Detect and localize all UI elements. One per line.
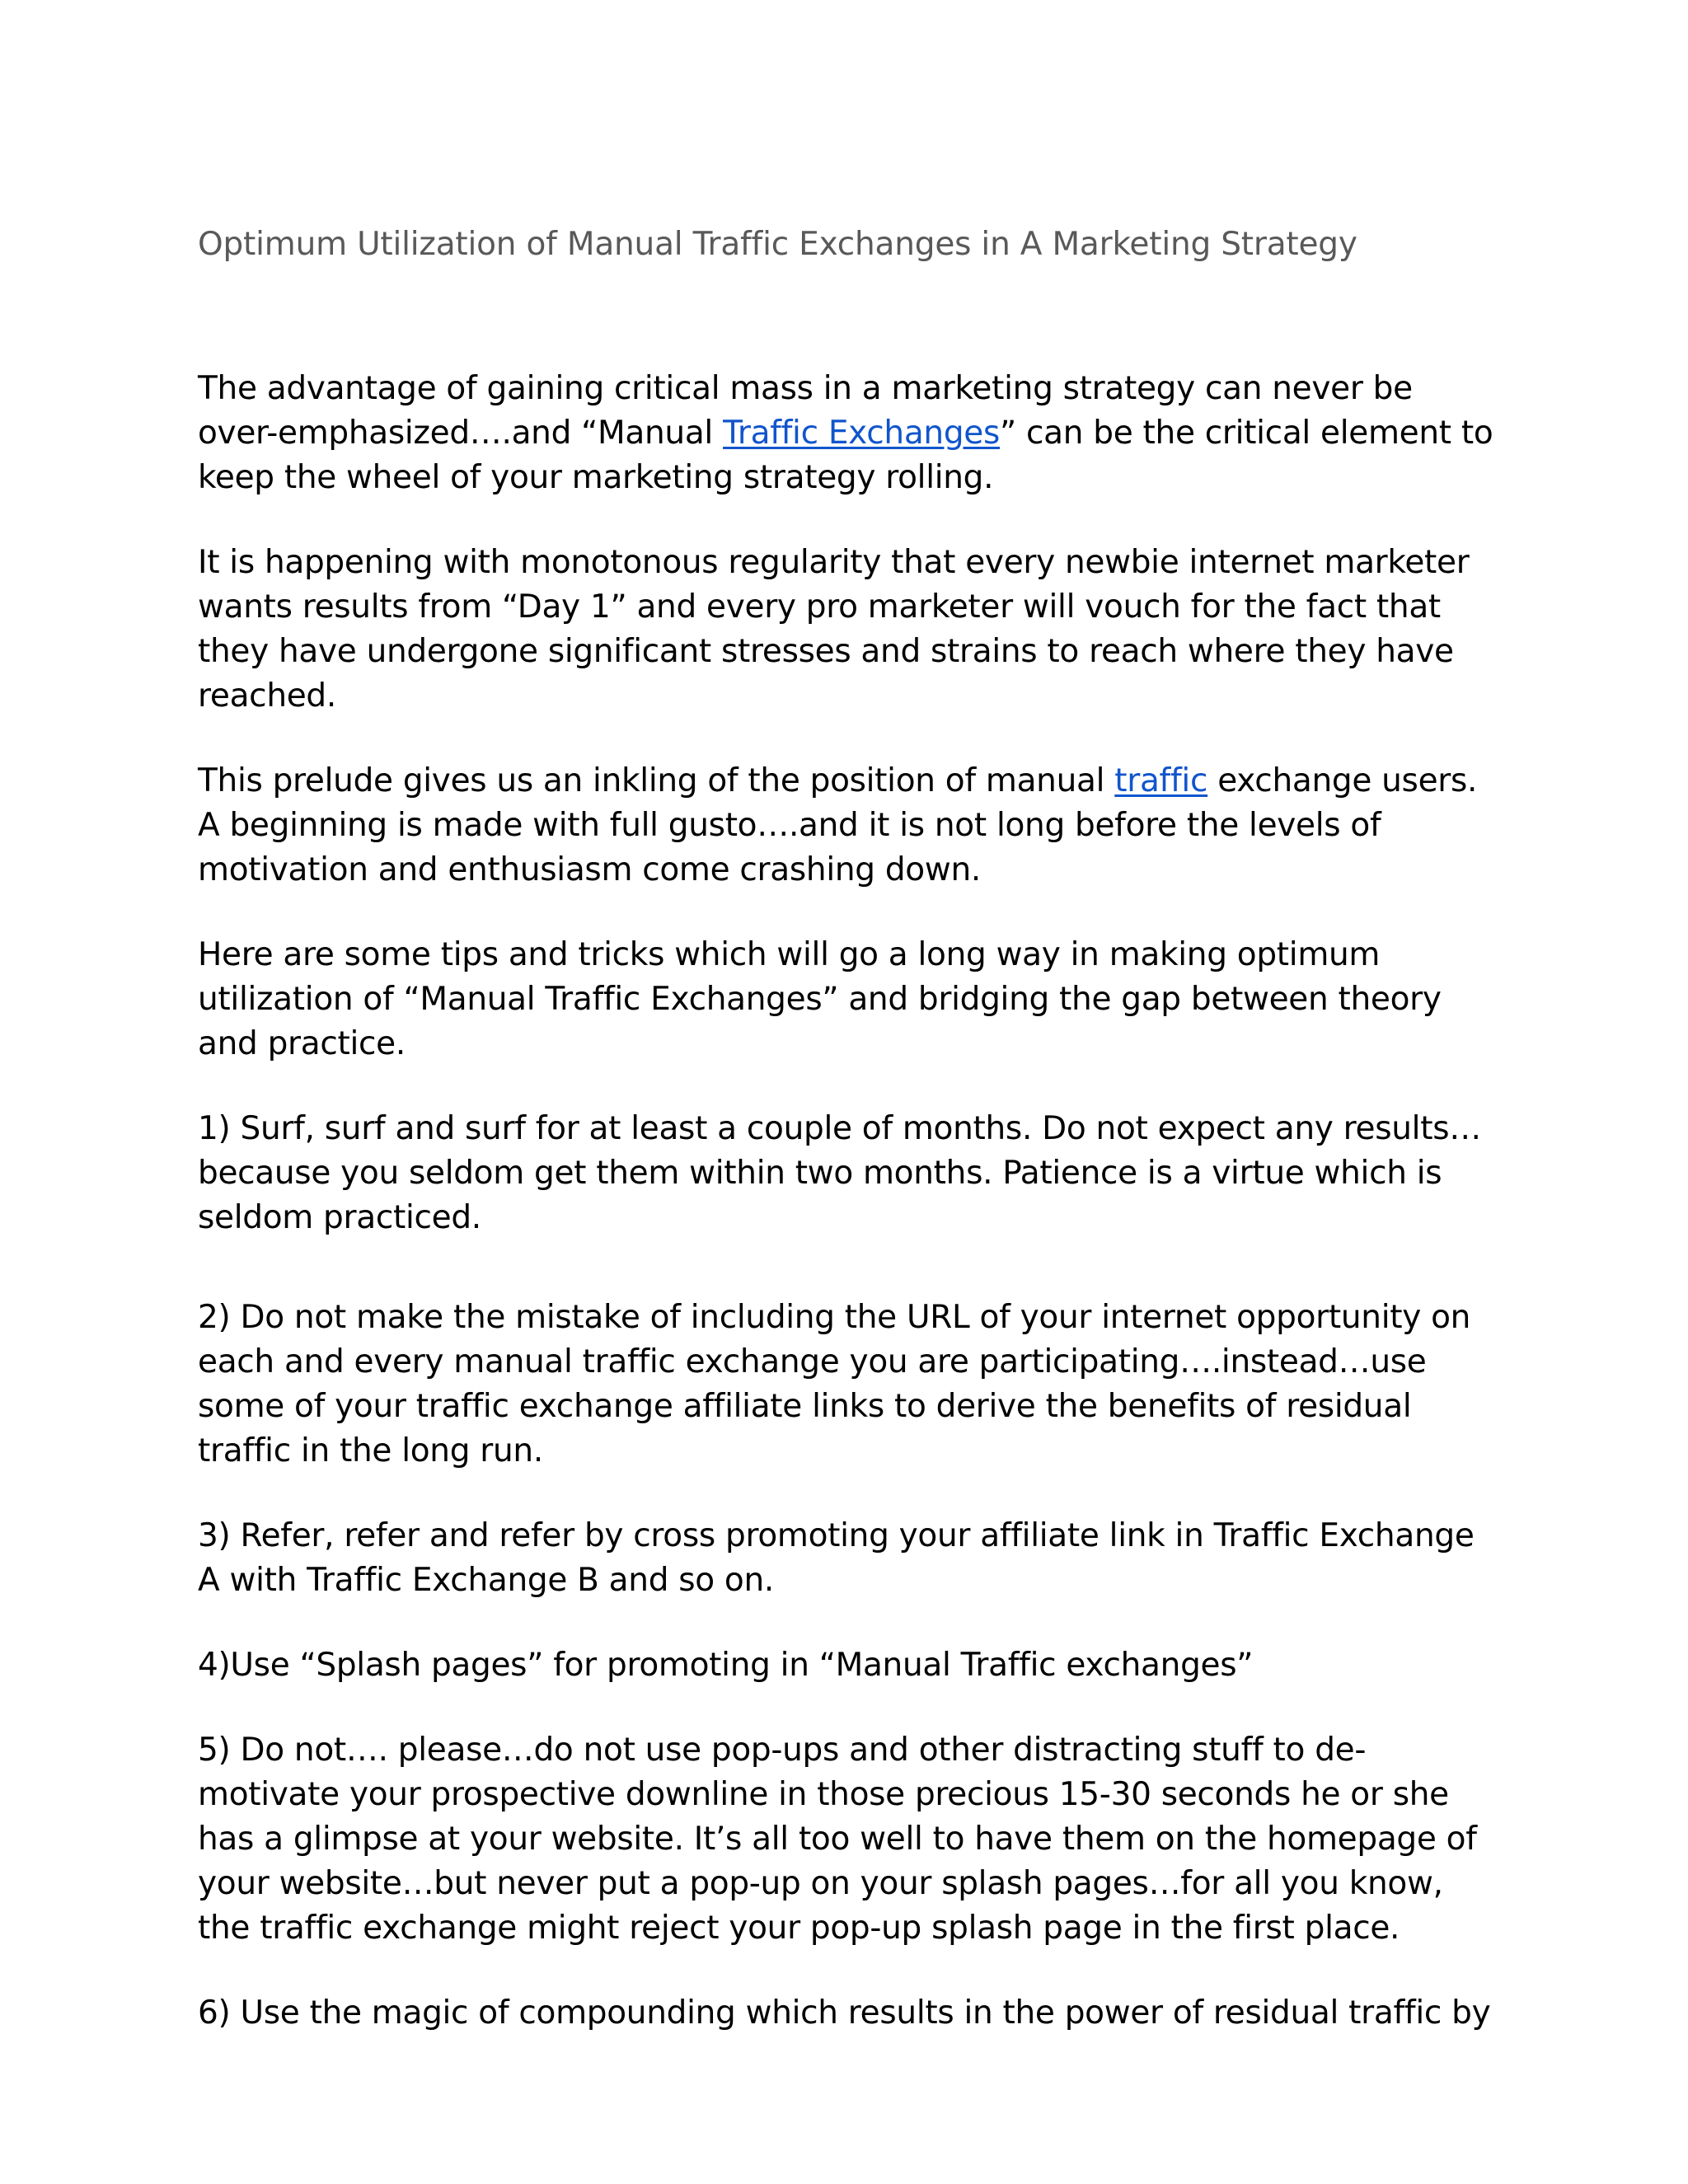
tip-6: 6) Use the magic of compounding which results in the power of residual traffic by — [198, 1994, 1491, 2032]
traffic-link[interactable]: traffic — [1114, 762, 1208, 799]
tip-5: 5) Do not…. please…do not use pop-ups and other distracting stuff to de-motivate your prospective downline in those precious 15-30 seconds he or she has a glimpse at your website. It’s all too well to have them on the homepage of your website…but never put a pop-up on your splash pages…for all you know, the traffic exchange might reject your pop-up splash page in the first place. — [198, 1732, 1477, 1947]
paragraph-intro-text-before: The advantage of gaining critical mass in a marketing strategy can never be over-emphasized….and “Manual — [198, 370, 1413, 452]
tip-3: 3) Refer, refer and refer by cross promoting your affiliate link in Traffic Exchange A with Traffic Exchange B and so on. — [198, 1517, 1475, 1599]
traffic-exchanges-link[interactable]: Traffic Exchanges — [723, 415, 1001, 452]
paragraph-tips-intro: Here are some tips and tricks which will go a long way in making optimum utilization of “Manual Traffic Exchanges” and bridging the gap between theory and practice. — [198, 936, 1442, 1062]
tip-2: 2) Do not make the mistake of including the URL of your internet opportunity on each and every manual traffic exchange you are participating….instead…use some of your traffic exchange affiliate links to derive the benefits of residual traffic in the long run. — [198, 1299, 1471, 1469]
paragraph-intro-text-after: ” can be the critical element to keep the wheel of your marketing strategy rolling. — [198, 415, 1493, 496]
tip-4: 4)Use “Splash pages” for promoting in “Manual Traffic exchanges” — [198, 1647, 1254, 1684]
paragraph-intro — [198, 367, 1500, 500]
paragraph-prelude — [198, 759, 1500, 893]
paragraph-prelude-text-after: exchange users. A beginning is made with full gusto….and it is not long before the levels of motivation and enthusiasm come crashing down. — [198, 762, 1478, 888]
article-title: Optimum Utilization of Manual Traffic Exchanges in A Marketing Strategy — [198, 226, 1357, 263]
paragraph-prelude-text-before: This prelude gives us an inkling of the position of manual — [198, 762, 1115, 799]
tip-1: 1) Surf, surf and surf for at least a couple of months. Do not expect any results…because you seldom get them within two months. Patience is a virtue which is seldom practiced. — [198, 1110, 1481, 1236]
paragraph-newbie: It is happening with monotonous regularity that every newbie internet marketer wants results from “Day 1” and every pro marketer will vouch for the fact that they have undergone significant stresses and strains to reach where they have reached. — [198, 544, 1470, 715]
article-body — [198, 223, 1500, 2036]
